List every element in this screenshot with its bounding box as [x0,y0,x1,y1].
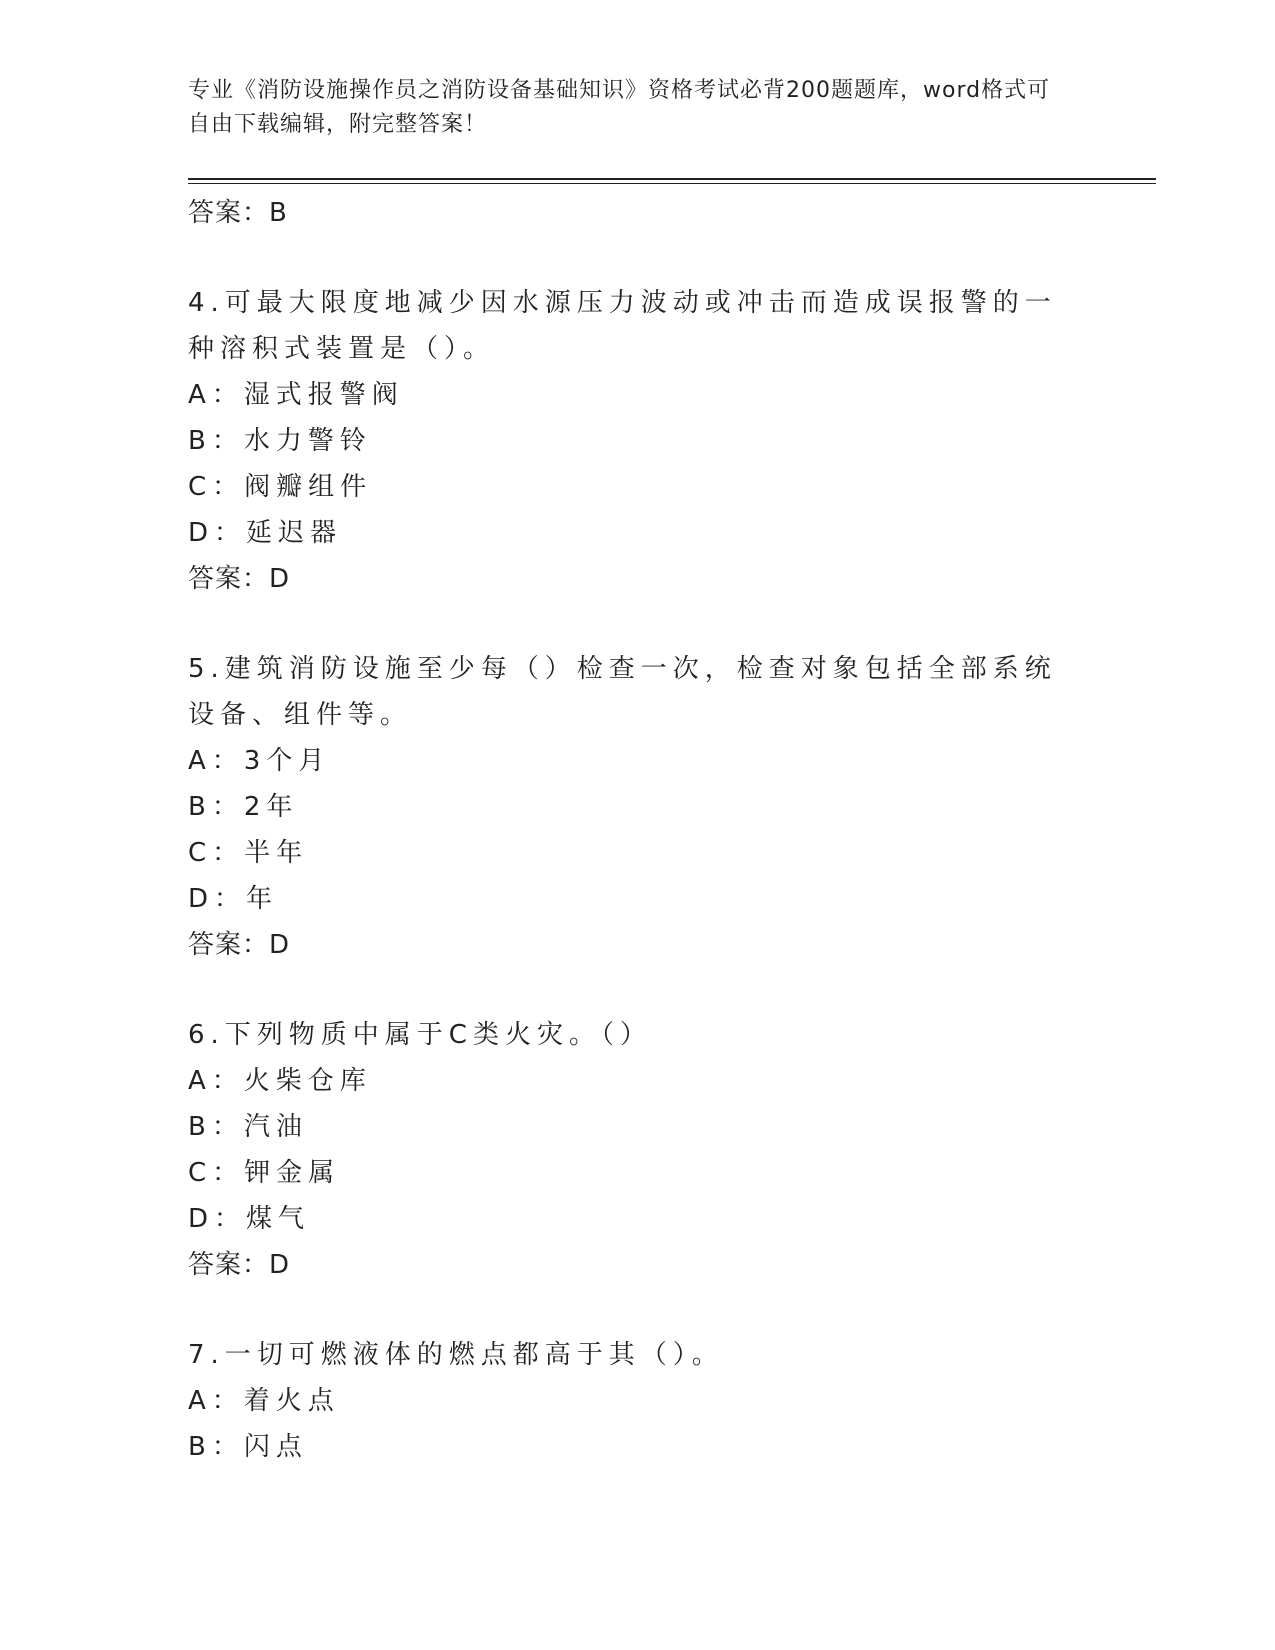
question-text: 6.下列物质中属于C类火灾。（） [188,1020,652,1050]
header-divider-thick [188,178,1156,180]
option-d: D：年 [188,884,279,914]
question-7 [188,1332,1088,1470]
option-b: B：闪点 [188,1432,308,1462]
question-5 [188,646,1088,968]
option-d: D：煤气 [188,1204,311,1234]
header-divider-thin [188,183,1156,184]
question-6 [188,1012,1088,1288]
question-text: 4.可最大限度地减少因水源压力波动或冲击而造成误报警的一种溶积式装置是（）。 [188,288,1057,364]
option-c: C：半年 [188,838,309,868]
question-text: 7.一切可燃液体的燃点都高于其（）。 [188,1340,724,1370]
option-a: A：3个月 [188,746,331,776]
answer: 答案：D [188,1250,291,1280]
option-b: B：水力警铃 [188,426,372,456]
option-a: A：着火点 [188,1386,340,1416]
option-d: D：延迟器 [188,518,343,548]
answer: 答案：D [188,564,291,594]
question-list [188,190,1088,1514]
answer: 答案：D [188,930,291,960]
previous-answer: 答案：B [188,198,288,228]
option-a: A：火柴仓库 [188,1066,372,1096]
option-c: C：阀瓣组件 [188,472,373,502]
option-a: A：湿式报警阀 [188,380,404,410]
option-b: B：汽油 [188,1112,308,1142]
option-c: C：钾金属 [188,1158,341,1188]
document-header: 专业《消防设施操作员之消防设备基础知识》资格考试必背200题题库，word格式可自由下载编辑，附完整答案！ [188,78,1051,137]
option-b: B：2年 [188,792,299,822]
question-4 [188,280,1088,602]
question-text: 5.建筑消防设施至少每（）检查一次，检查对象包括全部系统设备、组件等。 [188,654,1057,730]
